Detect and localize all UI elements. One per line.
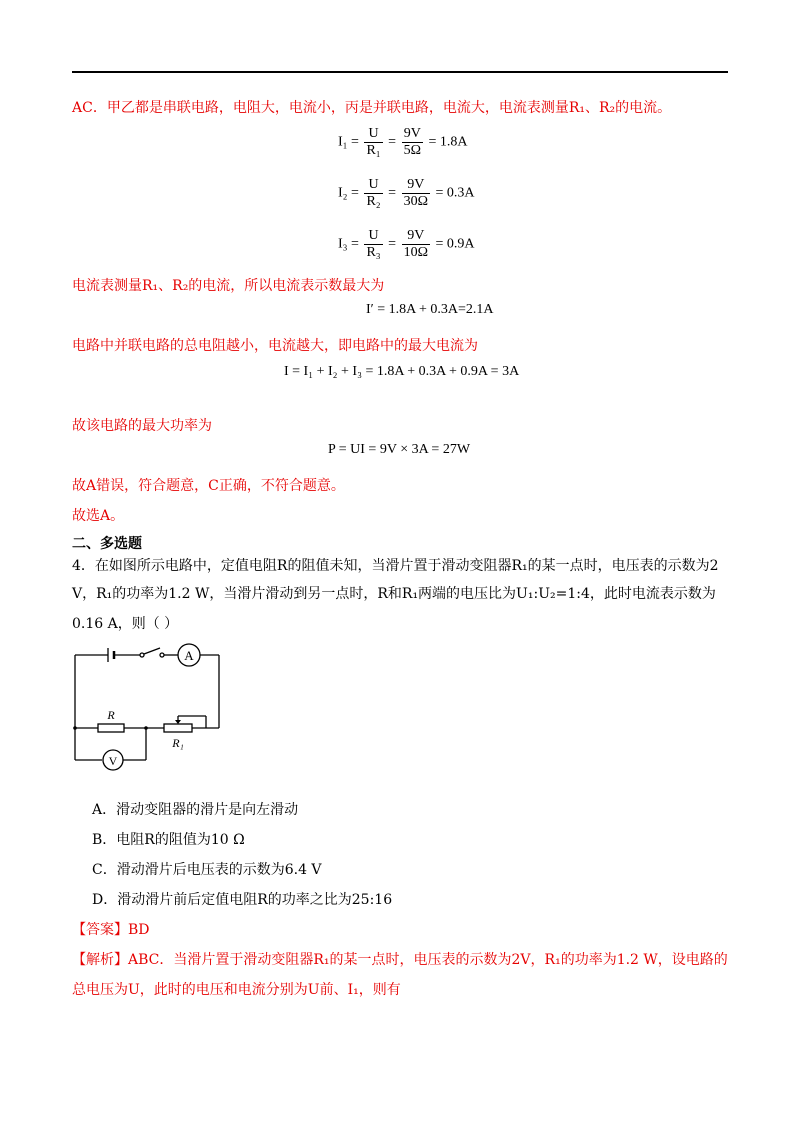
solution-line6: 故选A。 <box>72 508 125 524</box>
equation-i-total: I = I₁ + I₂ + I₃ = 1.8A + 0.3A + 0.9A = 3A <box>284 364 520 379</box>
option-c: C．滑动滑片后电压表的示数为6.4 V <box>92 862 322 878</box>
answer-value: BD <box>128 922 150 938</box>
question4-line2: V，R₁的功率为1.2 W，当滑片滑动到另一点时，R和R₁两端的电压比为U₁:U₂=1:4，此时电流表示数为 <box>72 586 716 602</box>
option-b: B．电阻R的阻值为10 Ω <box>92 832 245 848</box>
switch-contact <box>160 653 164 657</box>
section-heading: 二、多选题 <box>72 536 142 552</box>
resistor-r <box>98 724 124 732</box>
header-rule <box>72 71 728 73</box>
equation-i1: I₁ = $\frac{U}{\text{R₁}}$ = $\frac{9V}{5\Omega}$ = 1.8A <box>338 126 468 158</box>
rheostat-r1 <box>164 724 192 732</box>
option-a: A．滑动变阻器的滑片是向左滑动 <box>92 802 299 818</box>
solution-line2: 电流表测量R₁、R₂的电流，所以电流表示数最大为 <box>72 278 385 294</box>
voltmeter-label: V <box>108 754 118 768</box>
question4-line1: 4．在如图所示电路中，定值电阻R的阻值未知，当滑片置于滑动变阻器R₁的某一点时，电压表的示数为2 <box>72 558 719 574</box>
analysis-line2: 总电压为U，此时的电压和电流分别为U前、I₁，则有 <box>72 982 401 998</box>
equation-i3: I₃ = $\frac{U}{\text{R₃}}$ = $\frac{9V}{10\Omega}$ = 0.9A <box>338 228 475 260</box>
answer-label: 【答案】 <box>72 922 128 938</box>
equation-power: P = UI = 9V × 3A = 27W <box>328 442 471 457</box>
analysis-line1 <box>72 950 728 970</box>
solution-line4: 故该电路的最大功率为 <box>72 418 212 434</box>
analysis-label: 【解析】 <box>72 952 128 968</box>
switch-blade <box>144 648 160 654</box>
solution-intro: AC．甲乙都是串联电路，电阻大，电流小，丙是并联电路，电流大，电流表测量R₁、R₂的电流。 <box>72 100 672 116</box>
circuit-diagram <box>70 640 230 772</box>
ammeter-label: A <box>184 648 194 663</box>
equation-i-prime: I′ = 1.8A + 0.3A=2.1A <box>366 302 494 317</box>
solution-line5: 故A错误，符合题意，C正确，不符合题意。 <box>72 478 345 494</box>
rheostat-label: R₁ <box>172 736 184 750</box>
solution-line3: 电路中并联电路的总电阻越小，电流越大，即电路中的最大电流为 <box>72 338 478 354</box>
resistor-label: R <box>107 708 115 722</box>
answer-line <box>72 920 150 940</box>
equation-i2: I₂ = $\frac{U}{\text{R₂}}$ = $\frac{9V}{30\Omega}$ = 0.3A <box>338 177 475 209</box>
switch-pivot <box>140 653 144 657</box>
question4-line3: 0.16 A，则（ ） <box>72 616 179 632</box>
analysis-text1: ABC．当滑片置于滑动变阻器R₁的某一点时，电压表的示数为2V，R₁的功率为1.2 W，设电路的 <box>128 952 728 968</box>
option-d: D．滑动滑片前后定值电阻R的功率之比为25:16 <box>92 892 393 908</box>
